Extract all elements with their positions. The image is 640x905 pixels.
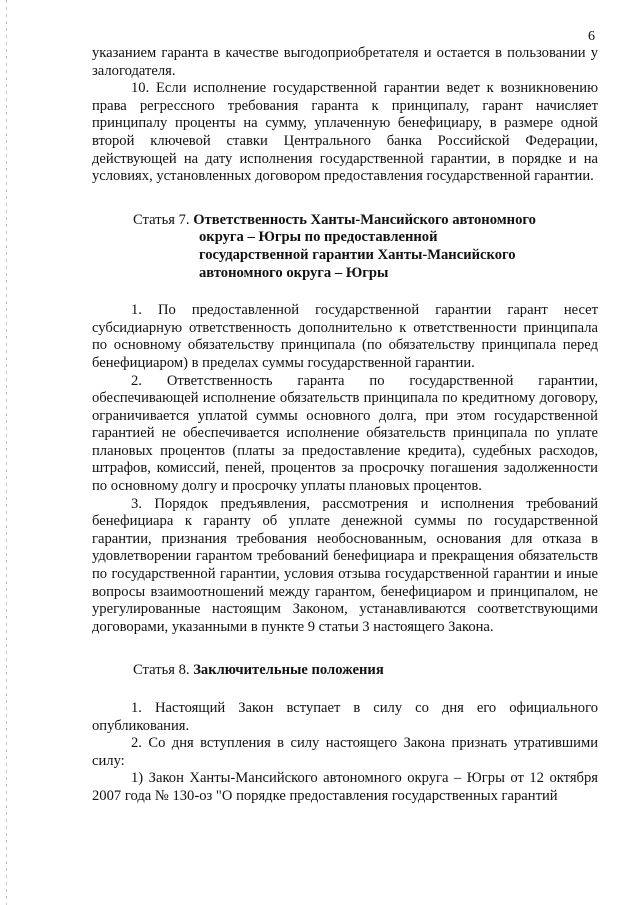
page-number: 6 <box>588 29 595 44</box>
article-7-label: Статья 7. <box>133 211 190 228</box>
spacer <box>92 282 598 302</box>
article-8-paragraph-3: 1) Закон Ханты-Мансийского автономного округа – Югры от 12 октября 2007 года № 130-оз "О порядке предоставления государственных гарантий <box>92 770 598 804</box>
scan-edge <box>6 0 7 905</box>
article-7-paragraph-2: 2. Ответственность гаранта по государственной гарантии, обеспечивающей исполнение обязательств принципала по кредитному договору, ограничивается уплатой суммы основного долга, при этом государственной гарантией не обеспечивается исполнение обязательств принципала по уплате плановых процентов (платы за предоставление кредита), судебных расходов, штрафов, комиссий, пеней, процентов за просрочку погашения задолженности по основному долгу и просрочку уплаты плановых процентов. <box>92 372 598 495</box>
document-body <box>92 45 598 806</box>
article-7-paragraph-3: 3. Порядок предъявления, рассмотрения и исполнения требований бенефициара к гаранту об уплате денежной суммы по государственной гарантии, признания требования необоснованным, основания для отказа в удовлетворении гарантом требований бенефициара и прекращения обязательств по государственной гарантии, условия отзыва государственной гарантии и иные вопросы взаимоотношений между гарантом, бенефициаром и принципалом, не урегулированные настоящим Законом, устанавливаются соответствующими договорами, указанными в пункте 9 статьи 3 настоящего Закона. <box>92 495 598 635</box>
article-8-title: Заключительные положения <box>193 662 384 679</box>
spacer <box>92 186 598 212</box>
spacer <box>92 636 598 662</box>
article-7-title-line-3: государственной гарантии Ханты-Мансийского <box>199 246 516 263</box>
paragraph-item-10: 10. Если исполнение государственной гарантии ведет к возникновению права регрессного требования гаранта к принципалу, гарант начисляет принципалу проценты на сумму, уплаченную бенефициару, в размере одной второй ключевой ставки Центрального банка Российской Федерации, действующей на дату исполнения государственной гарантии, в порядке и на условиях, установленных договором предоставления государственной гарантии. <box>92 80 598 185</box>
article-7-paragraph-1: 1. По предоставленной государственной гарантии гарант несет субсидиарную ответственность дополнительно к ответственности принципала по основному обязательству принципала (по обязательству принципала перед бенефициаром) в пределах суммы государственной гарантии. <box>92 302 598 371</box>
article-7-title-line-4: автономного округа – Югры <box>199 264 389 281</box>
article-8-paragraph-2: 2. Со дня вступления в силу настоящего Закона признать утратившими силу: <box>92 735 598 769</box>
article-8-label: Статья 8. <box>133 662 190 679</box>
paragraph-continuation: указанием гаранта в качестве выгодоприобретателя и остается в пользовании у залогодателя. <box>92 45 598 79</box>
article-8-paragraph-1: 1. Настоящий Закон вступает в силу со дня его официального опубликования. <box>92 700 598 734</box>
article-7-heading <box>92 212 598 282</box>
article-7-title-line-1: Ответственность Ханты-Мансийского автономного <box>193 211 536 228</box>
spacer <box>92 680 598 700</box>
article-7-title-line-2: округа – Югры по предоставленной <box>199 229 438 246</box>
article-8-heading <box>92 662 598 680</box>
